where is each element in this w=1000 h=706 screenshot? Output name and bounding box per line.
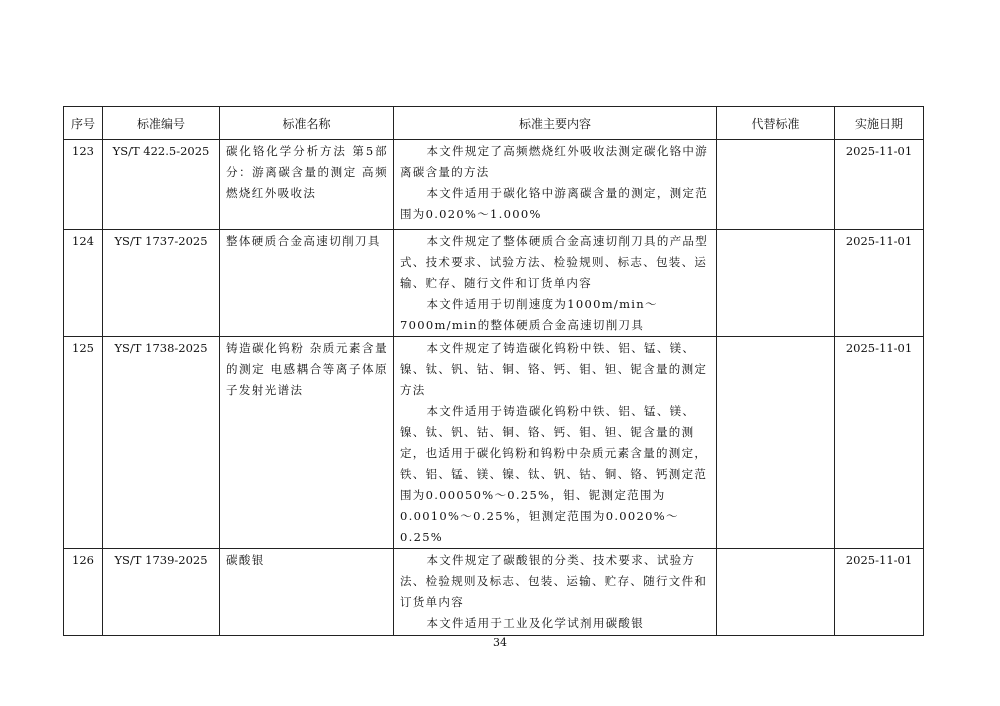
row-replaced-standard bbox=[717, 337, 835, 549]
standards-table bbox=[63, 106, 924, 636]
row-effective-date: 2025-11-01 bbox=[835, 549, 924, 636]
table-row bbox=[64, 140, 924, 230]
row-standard-code: YS/T 1737-2025 bbox=[103, 230, 220, 337]
content-paragraph: 本文件规定了整体硬质合金高速切削刀具的产品型式、技术要求、试验方法、检验规则、标志、包装、运输、贮存、随行文件和订货单内容 bbox=[400, 234, 709, 290]
content-paragraph: 本文件规定了碳酸银的分类、技术要求、试验方法、检验规则及标志、包装、运输、贮存、随行文件和订货单内容 bbox=[400, 553, 708, 609]
row-effective-date: 2025-11-01 bbox=[835, 337, 924, 549]
header-standard-name: 标准名称 bbox=[220, 107, 394, 140]
row-effective-date: 2025-11-01 bbox=[835, 230, 924, 337]
row-main-content bbox=[394, 230, 717, 337]
content-paragraph: 本文件规定了高频燃烧红外吸收法测定碳化铬中游离碳含量的方法 bbox=[400, 144, 709, 179]
row-serial-no: 124 bbox=[64, 230, 103, 337]
row-standard-name: 碳酸银 bbox=[220, 549, 394, 636]
header-standard-code: 标准编号 bbox=[103, 107, 220, 140]
content-paragraph: 本文件规定了铸造碳化钨粉中铁、铝、锰、镁、镍、钛、钒、钴、铜、铬、钙、钼、钽、铌含量的测定方法 bbox=[400, 341, 708, 397]
row-serial-no: 126 bbox=[64, 549, 103, 636]
row-main-content bbox=[394, 549, 717, 636]
row-replaced-standard bbox=[717, 230, 835, 337]
content-paragraph: 本文件适用于工业及化学试剂用碳酸银 bbox=[426, 616, 645, 630]
row-standard-name: 整体硬质合金高速切削刀具 bbox=[220, 230, 394, 337]
content-paragraph: 本文件适用于切削速度为1000m/min～7000m/min的整体硬质合金高速切削刀具 bbox=[400, 297, 658, 332]
header-serial-no: 序号 bbox=[64, 107, 103, 140]
row-replaced-standard bbox=[717, 140, 835, 230]
header-replaced-standard: 代替标准 bbox=[717, 107, 835, 140]
row-main-content bbox=[394, 337, 717, 549]
table-row bbox=[64, 549, 924, 636]
row-serial-no: 123 bbox=[64, 140, 103, 230]
content-paragraph: 本文件适用于铸造碳化钨粉中铁、铝、锰、镁、镍、钛、钒、钴、铜、铬、钙、钼、钽、铌含量的测定，也适用于碳化钨粉和钨粉中杂质元素含量的测定，铁、铝、锰、镁、镍、钛、钒、钴、铜、铬、钙测定范围为0.00050%～0.25%，钼、铌测定范围为0.0010%～0.25%，钽测定范围为0.0020%～0.25% bbox=[400, 404, 708, 544]
row-standard-name: 铸造碳化钨粉 杂质元素含量的测定 电感耦合等离子体原子发射光谱法 bbox=[220, 337, 394, 549]
header-effective-date: 实施日期 bbox=[835, 107, 924, 140]
header-row bbox=[64, 107, 924, 140]
header-main-content: 标准主要内容 bbox=[394, 107, 717, 140]
table-row bbox=[64, 230, 924, 337]
row-replaced-standard bbox=[717, 549, 835, 636]
row-standard-code: YS/T 1739-2025 bbox=[103, 549, 220, 636]
table-row bbox=[64, 337, 924, 549]
row-serial-no: 125 bbox=[64, 337, 103, 549]
row-effective-date: 2025-11-01 bbox=[835, 140, 924, 230]
row-main-content bbox=[394, 140, 717, 230]
row-standard-name: 碳化铬化学分析方法 第5部分：游离碳含量的测定 高频燃烧红外吸收法 bbox=[220, 140, 394, 230]
page-number: 34 bbox=[493, 636, 507, 649]
row-standard-code: YS/T 1738-2025 bbox=[103, 337, 220, 549]
content-paragraph: 本文件适用于碳化铬中游离碳含量的测定，测定范围为0.020%～1.000% bbox=[400, 186, 709, 221]
row-standard-code: YS/T 422.5-2025 bbox=[103, 140, 220, 230]
